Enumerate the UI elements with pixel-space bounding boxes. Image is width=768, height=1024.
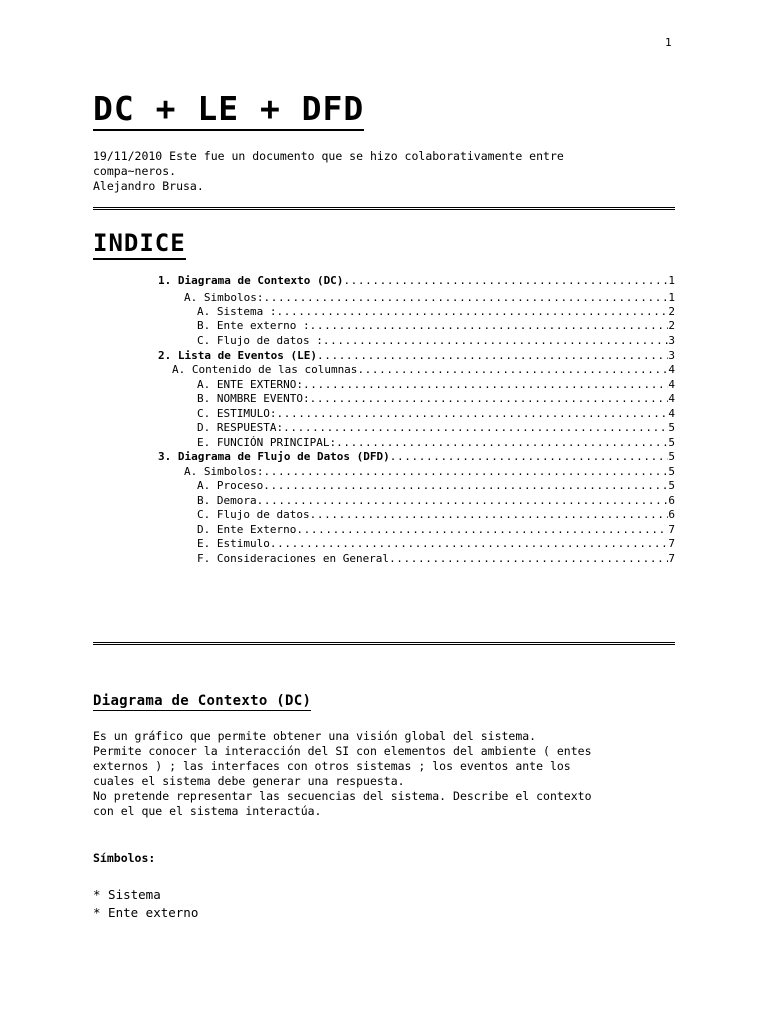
index-heading: INDICE xyxy=(93,228,186,260)
toc-entry-label: B. Ente externo : xyxy=(197,319,310,332)
toc-entry-label: A. Simbolos: xyxy=(184,291,264,304)
toc-entry-label: B. NOMBRE EVENTO: xyxy=(197,392,310,405)
toc-entry-label: 1. Diagrama de Contexto (DC) xyxy=(158,274,344,287)
toc-entry-label: A. Sistema : xyxy=(197,305,277,318)
toc-entry[interactable] xyxy=(197,392,675,406)
toc-entry[interactable] xyxy=(197,436,675,450)
intro-line: 19/11/2010 Este fue un documento que se hizo colaborativamente entre xyxy=(93,149,564,163)
toc-entry[interactable] xyxy=(158,450,675,464)
toc-entry-label: E. FUNCIÓN PRINCIPAL: xyxy=(197,436,337,449)
toc-entry-label: A. Simbolos: xyxy=(184,465,264,478)
toc-entry[interactable] xyxy=(197,508,675,522)
paragraph-line: cuales el sistema debe generar una respuesta. xyxy=(93,774,405,788)
toc-entry[interactable] xyxy=(197,305,675,319)
toc-entry[interactable] xyxy=(197,537,675,551)
toc-entry-page: 7 xyxy=(668,523,675,536)
toc-entry-page: 4 xyxy=(668,363,675,376)
paragraph-line: externos ) ; las interfaces con otros sistemas ; los eventos ante los xyxy=(93,759,571,773)
toc-entry-page: 1 xyxy=(668,291,675,304)
toc-entry-page: 6 xyxy=(668,494,675,507)
toc-entry-page: 5 xyxy=(668,450,675,463)
toc-entry-label: E. Estimulo xyxy=(197,537,270,550)
toc-entry-label: 3. Diagrama de Flujo de Datos (DFD) xyxy=(158,450,390,463)
toc-entry-label: B. Demora xyxy=(197,494,257,507)
toc-entry-label: A. Proceso xyxy=(197,479,264,492)
symbols-list xyxy=(93,886,198,922)
paragraph-line: con el que el sistema interactúa. xyxy=(93,804,322,818)
toc-entry-page: 5 xyxy=(668,436,675,449)
toc-entry-page: 3 xyxy=(668,334,675,347)
toc-entry-label: C. ESTIMULO: xyxy=(197,407,277,420)
toc-entry-page: 4 xyxy=(668,378,675,391)
toc-entry-label: F. Consideraciones en General xyxy=(197,552,390,565)
page-number: 1 xyxy=(665,36,672,49)
toc-entry-page: 1 xyxy=(668,274,675,287)
toc-entry[interactable] xyxy=(197,407,675,421)
toc-entry-page: 6 xyxy=(668,508,675,521)
paragraph-line: Permite conocer la interacción del SI con elementos del ambiente ( entes xyxy=(93,744,592,758)
toc-entry[interactable] xyxy=(197,421,675,435)
paragraph-line: No pretende representar las secuencias del sistema. Describe el contexto xyxy=(93,789,592,803)
intro-block xyxy=(93,149,673,194)
list-item: * Sistema xyxy=(93,887,161,902)
toc-entry[interactable] xyxy=(197,523,675,537)
toc-entry-label: A. ENTE EXTERNO: xyxy=(197,378,303,391)
toc-entry-page: 2 xyxy=(668,319,675,332)
toc-entry[interactable] xyxy=(197,479,675,493)
list-item: * Ente externo xyxy=(93,905,199,920)
toc-entry-page: 3 xyxy=(668,349,675,362)
double-divider xyxy=(93,642,675,645)
symbols-label: Símbolos: xyxy=(93,851,156,865)
toc-entry-label: D. RESPUESTA: xyxy=(197,421,284,434)
toc-entry[interactable] xyxy=(158,349,675,363)
toc-entry[interactable] xyxy=(197,319,675,333)
toc-entry-page: 4 xyxy=(668,392,675,405)
toc-entry-page: 7 xyxy=(668,537,675,550)
toc-entry-page: 2 xyxy=(668,305,675,318)
intro-line: compa~neros. xyxy=(93,164,177,178)
paragraph-line: Es un gráfico que permite obtener una visión global del sistema. xyxy=(93,729,537,743)
double-divider xyxy=(93,207,675,210)
toc-entry-page: 4 xyxy=(668,407,675,420)
section-paragraph xyxy=(93,729,675,819)
toc-entry[interactable] xyxy=(184,465,675,479)
toc-entry-label: 2. Lista de Eventos (LE) xyxy=(158,349,317,362)
intro-author: Alejandro Brusa. xyxy=(93,179,204,193)
toc-entry[interactable] xyxy=(172,363,675,377)
toc-entry-page: 5 xyxy=(668,421,675,434)
section-heading: Diagrama de Contexto (DC) xyxy=(93,693,312,709)
toc-entry[interactable] xyxy=(158,274,675,288)
document-title: DC + LE + DFD xyxy=(93,90,364,131)
toc-entry-label: D. Ente Externo xyxy=(197,523,297,536)
toc-entry[interactable] xyxy=(197,378,675,392)
toc-entry-label: A. Contenido de las columnas xyxy=(172,363,358,376)
toc-entry[interactable] xyxy=(184,291,675,305)
toc-entry-label: C. Flujo de datos : xyxy=(197,334,323,347)
toc-entry[interactable] xyxy=(197,494,675,508)
toc-entry-page: 5 xyxy=(668,479,675,492)
toc-entry[interactable] xyxy=(197,334,675,348)
toc-entry-page: 5 xyxy=(668,465,675,478)
toc-entry-page: 7 xyxy=(668,552,675,565)
toc-entry-label: C. Flujo de datos xyxy=(197,508,310,521)
toc-entry[interactable] xyxy=(197,552,675,566)
